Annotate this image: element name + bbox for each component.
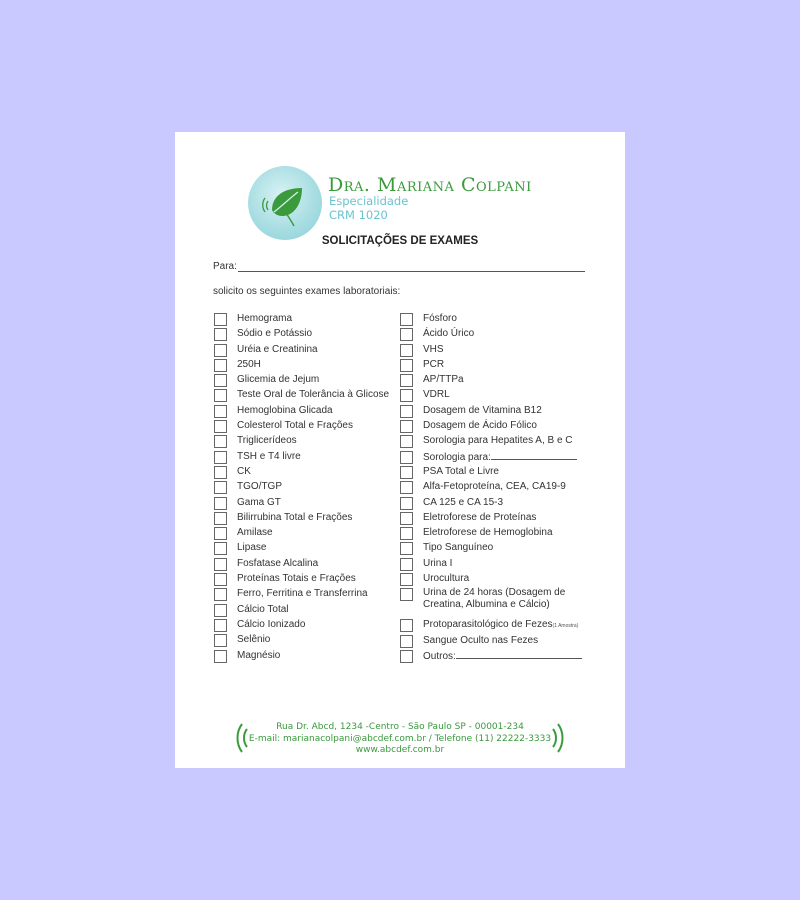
exam-label: Ferro, Ferritina e Transferrina: [237, 588, 368, 600]
exam-checkbox[interactable]: [214, 650, 227, 663]
protoparasitologico-label: Protoparasitológico de Fezes: [423, 619, 553, 631]
exam-label: Fósforo: [423, 313, 457, 324]
doctor-name: [328, 174, 532, 196]
list-item: [214, 587, 389, 602]
list-item: [400, 649, 598, 664]
exam-checkbox[interactable]: [214, 420, 227, 433]
footer-contact: E-mail: marianacolpani@abcdef.com.br / Telefone (11) 22222-3333: [248, 733, 552, 744]
exam-checkbox[interactable]: [214, 497, 227, 510]
exam-checkbox[interactable]: [214, 604, 227, 617]
list-item: [400, 618, 598, 633]
list-item: [214, 633, 389, 648]
exam-label: Selênio: [237, 634, 271, 646]
exam-label: Glicemia de Jejum: [237, 374, 320, 386]
exam-label: VHS: [423, 343, 444, 355]
exam-label: TGO/TGP: [237, 481, 282, 493]
exam-label-with-note: [423, 618, 578, 633]
footer: [175, 722, 625, 757]
exam-checkbox[interactable]: [214, 389, 227, 402]
exam-checkbox[interactable]: [400, 435, 413, 448]
doctor-crm: CRM 1020: [329, 208, 388, 222]
exam-checkbox[interactable]: [400, 512, 413, 525]
exam-checkbox[interactable]: [400, 374, 413, 387]
list-item: [400, 496, 598, 511]
exam-label: Lipase: [237, 542, 267, 554]
list-item: [214, 404, 389, 419]
exam-checkbox[interactable]: [214, 405, 227, 418]
list-item: [214, 618, 389, 633]
list-item: [214, 434, 389, 449]
doctor-name-prefix: Dra.: [328, 174, 371, 196]
list-item: [214, 358, 389, 373]
exam-checkbox[interactable]: [400, 588, 413, 601]
right-exam-list: [400, 312, 598, 664]
exam-checkbox[interactable]: [214, 542, 227, 555]
exam-checkbox[interactable]: [400, 389, 413, 402]
list-item: [214, 450, 389, 465]
exam-label: Sódio e Potássio: [237, 328, 313, 340]
exam-checkbox[interactable]: [400, 573, 413, 586]
list-item: [214, 373, 389, 388]
intro-text: solicito os seguintes exames laboratoriais:: [213, 286, 401, 297]
exam-label-with-blank: [423, 450, 577, 464]
exam-checkbox[interactable]: [214, 359, 227, 372]
exam-label: Eletroforese de Proteínas: [423, 511, 537, 523]
list-item: [214, 541, 389, 556]
exam-checkbox[interactable]: [400, 420, 413, 433]
exam-checkbox[interactable]: [400, 558, 413, 571]
leaf-icon: [248, 166, 322, 240]
exam-label: PSA Total e Livre: [423, 465, 499, 477]
exam-checkbox[interactable]: [214, 588, 227, 601]
list-item: [214, 343, 389, 358]
list-item: [400, 450, 598, 465]
list-item: [214, 572, 389, 587]
exam-label: Uréia e Creatinina: [237, 343, 318, 355]
exam-label: Hemoglobina Glicada: [237, 404, 333, 416]
form-title: SOLICITAÇÕES DE EXAMES: [321, 235, 479, 247]
exam-label: VDRL: [423, 389, 450, 401]
list-item: [214, 312, 389, 327]
exam-checkbox[interactable]: [400, 542, 413, 555]
para-input-line[interactable]: [238, 261, 585, 272]
exam-checkbox[interactable]: [400, 328, 413, 341]
list-item: [400, 480, 598, 495]
exam-checkbox[interactable]: [400, 527, 413, 540]
exam-checkbox[interactable]: [214, 328, 227, 341]
exam-checkbox[interactable]: [214, 527, 227, 540]
exam-label: Fosfatase Alcalina: [237, 557, 319, 569]
exam-checkbox[interactable]: [400, 313, 413, 326]
list-item: [214, 388, 389, 403]
exam-checkbox[interactable]: [400, 359, 413, 372]
exam-label: TSH e T4 livre: [237, 450, 301, 462]
list-item: [400, 526, 598, 541]
list-item: [400, 541, 598, 556]
list-item: [400, 312, 598, 327]
prescription-sheet: [175, 132, 625, 768]
footer-website[interactable]: www.abcdef.com.br: [355, 745, 445, 755]
list-item: [214, 526, 389, 541]
logo: [248, 166, 322, 240]
list-item: [214, 327, 389, 342]
exam-checkbox[interactable]: [214, 573, 227, 586]
list-item: [400, 587, 598, 618]
list-item: [400, 434, 598, 449]
list-item: [400, 557, 598, 572]
exam-checkbox[interactable]: [214, 619, 227, 632]
list-item: [214, 465, 389, 480]
exam-checkbox[interactable]: [214, 435, 227, 448]
exam-checkbox[interactable]: [214, 374, 227, 387]
list-item: [214, 496, 389, 511]
list-item: [214, 603, 389, 618]
exam-checkbox[interactable]: [400, 619, 413, 632]
exam-checkbox[interactable]: [400, 451, 413, 464]
list-item: [400, 404, 598, 419]
exam-label: Bilirrubina Total e Frações: [237, 511, 353, 523]
list-item: [400, 343, 598, 358]
footer-address: Rua Dr. Abcd, 1234 -Centro - São Paulo SP - 00001-234: [276, 722, 524, 732]
list-item: [214, 557, 389, 572]
exam-label: Urina de 24 horas (Dosagem de Creatina, Albumina e Cálcio): [423, 587, 566, 611]
exam-label: Sorologia para Hepatites A, B e C: [423, 435, 573, 447]
left-exam-list: [214, 312, 389, 664]
exam-checkbox[interactable]: [214, 481, 227, 494]
exam-label: Magnésio: [237, 649, 281, 661]
exam-checkbox[interactable]: [214, 451, 227, 464]
exam-checkbox[interactable]: [400, 466, 413, 479]
list-item: [400, 511, 598, 526]
list-item: [400, 327, 598, 342]
exam-label: Dosagem de Ácido Fólico: [423, 420, 537, 432]
list-item: [214, 480, 389, 495]
exam-checkbox[interactable]: [214, 466, 227, 479]
exam-label: PCR: [423, 358, 445, 370]
exam-checkbox[interactable]: [400, 344, 413, 357]
list-item: [400, 634, 598, 649]
exam-checkbox[interactable]: [214, 512, 227, 525]
list-item: [400, 388, 598, 403]
list-item: [400, 373, 598, 388]
list-item: [400, 572, 598, 587]
exam-label: Alfa-Fetoproteína, CEA, CA19-9: [423, 481, 566, 493]
exam-checkbox[interactable]: [400, 635, 413, 648]
exam-label: Hemograma: [237, 313, 293, 324]
exam-label: Ácido Úrico: [423, 328, 475, 340]
exam-label: CK: [237, 465, 251, 477]
exam-label: Cálcio Ionizado: [237, 618, 306, 630]
exam-checkbox[interactable]: [214, 344, 227, 357]
exam-label: 250H: [237, 358, 261, 370]
exam-label: Cálcio Total: [237, 603, 289, 615]
exam-label: CA 125 e CA 15-3: [423, 496, 504, 508]
exam-checkbox[interactable]: [214, 634, 227, 647]
exam-checkbox[interactable]: [400, 405, 413, 418]
sorologia-blank-line[interactable]: [491, 450, 577, 460]
exam-label: Triglicerídeos: [237, 435, 297, 447]
exam-label: Sangue Oculto nas Fezes: [423, 634, 539, 646]
outros-label: Outros:: [423, 650, 456, 662]
sample-note: (1 Amostra): [552, 623, 579, 630]
sorologia-para-label: Sorologia para:: [423, 451, 491, 463]
list-item: [400, 465, 598, 480]
list-item: [214, 649, 389, 664]
exam-label: Urina I: [423, 557, 453, 569]
exam-label: Amilase: [237, 527, 273, 539]
doctor-specialty: Especialidade: [329, 194, 409, 208]
list-item: [214, 419, 389, 434]
exam-label: AP/TTPa: [423, 374, 464, 386]
doctor-name-main: Mariana Colpani: [377, 174, 532, 196]
para-label: Para:: [213, 261, 237, 272]
exam-label: Urocultura: [423, 573, 470, 585]
exam-checkbox[interactable]: [400, 497, 413, 510]
para-row: [213, 261, 585, 272]
exam-label: Tipo Sanguíneo: [423, 542, 494, 554]
exam-label: Eletroforese de Hemoglobina: [423, 527, 553, 539]
list-item: [400, 358, 598, 373]
list-item: [214, 511, 389, 526]
exam-checkbox[interactable]: [400, 481, 413, 494]
exam-label: Colesterol Total e Frações: [237, 420, 353, 432]
exam-label-with-blank: [423, 649, 582, 663]
exam-checkbox[interactable]: [400, 650, 413, 663]
exam-checkbox[interactable]: [214, 313, 227, 326]
exam-label: Dosagem de Vitamina B12: [423, 404, 542, 416]
exam-checkbox[interactable]: [214, 558, 227, 571]
outros-blank-line[interactable]: [456, 649, 582, 659]
exam-label: Teste Oral de Tolerância à Glicose: [237, 389, 390, 401]
list-item: [400, 419, 598, 434]
exam-label: Gama GT: [237, 496, 281, 508]
exam-label: Proteínas Totais e Frações: [237, 573, 356, 585]
